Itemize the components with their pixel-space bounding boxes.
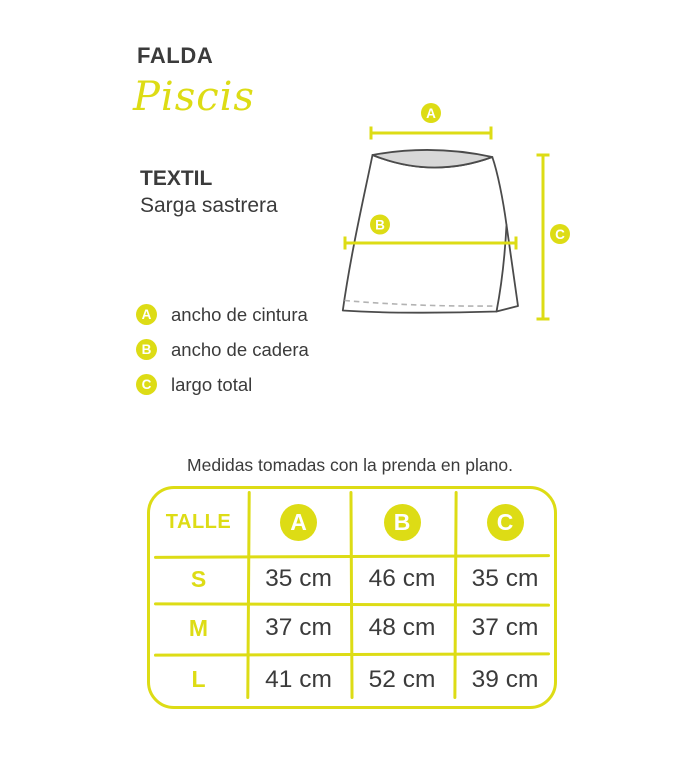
size-table (147, 486, 557, 709)
brand-name: Piscis (133, 74, 255, 120)
skirt-diagram (330, 95, 590, 340)
skirt-body (343, 155, 507, 313)
column-b-badge: B (384, 504, 421, 541)
measure-line-c (537, 155, 550, 319)
legend-b-badge: B (136, 339, 157, 360)
size-l-label: L (191, 666, 206, 692)
legend-a-badge: A (136, 304, 157, 325)
marker-c-letter: C (555, 226, 565, 242)
table-cell-m-a: 37 cm (265, 614, 332, 641)
column-c-badge: C (487, 504, 524, 541)
table-cell-l-b: 52 cm (368, 665, 436, 693)
legend-item-waist (136, 304, 308, 325)
table-header-size (150, 489, 247, 555)
legend-b-label: ancho de cadera (171, 338, 309, 360)
table-row-m-size (150, 603, 247, 653)
table-cell-s-b: 46 cm (368, 565, 436, 592)
table-cell-s-a: 35 cm (265, 565, 332, 592)
size-m-label: M (188, 614, 209, 641)
fabric-section-label: TEXTIL (140, 167, 213, 190)
table-cell-s-c: 35 cm (471, 565, 539, 592)
size-s-label: S (190, 565, 207, 592)
marker-c-badge (550, 224, 570, 244)
table-cell-m-c: 37 cm (471, 614, 539, 641)
table-row-s-size (150, 555, 247, 603)
size-header-label: TALLE (165, 510, 232, 533)
measurement-note: Medidas tomadas con la prenda en plano. (187, 455, 513, 475)
measure-line-a (371, 127, 491, 140)
legend-item-length (136, 374, 252, 395)
legend-c-label: largo total (171, 373, 253, 395)
table-cell-l-c: 39 cm (471, 665, 539, 693)
table-header-a (247, 489, 350, 555)
marker-a-letter: A (426, 105, 436, 121)
product-category-title: FALDA (137, 43, 214, 68)
column-a-badge: A (280, 504, 317, 541)
fabric-name: Sarga sastrera (140, 194, 278, 217)
table-row-l-size (150, 653, 247, 706)
marker-b-badge (370, 215, 390, 235)
table-cell-m-b: 48 cm (368, 614, 436, 641)
marker-a-badge (421, 103, 441, 123)
marker-b-letter: B (375, 217, 385, 233)
table-header-b (350, 489, 454, 555)
table-cell-l-a: 41 cm (265, 665, 332, 693)
legend-a-label: ancho de cintura (171, 303, 308, 325)
legend-item-hip (136, 339, 309, 360)
table-header-c (454, 489, 556, 555)
legend-c-badge: C (136, 374, 157, 395)
